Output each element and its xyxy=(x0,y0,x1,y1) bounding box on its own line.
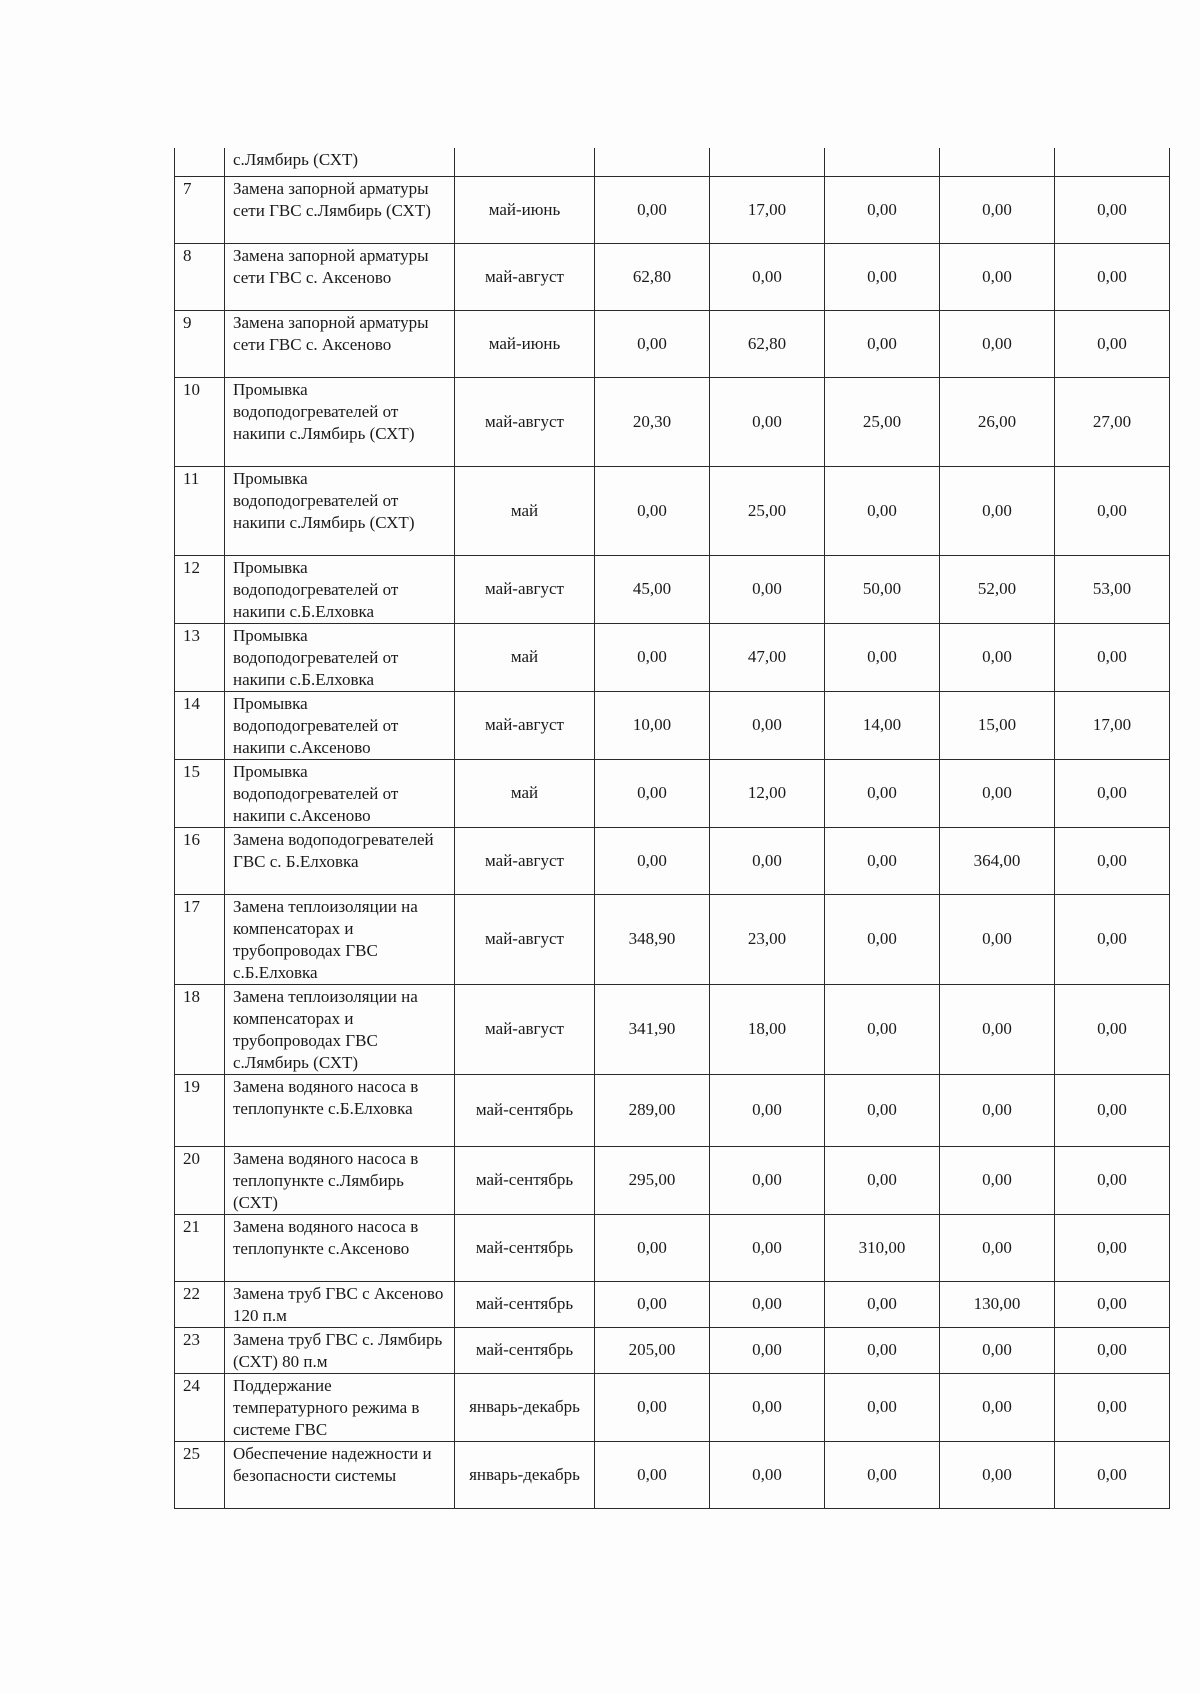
cell-value-5: 0,00 xyxy=(1055,310,1170,377)
cell-value-4: 0,00 xyxy=(940,1441,1055,1508)
cell-name: Промывка водоподогревателей от накипи с.Б.Елховка xyxy=(225,623,455,691)
cell-value-2: 0,00 xyxy=(710,243,825,310)
cell-value-1: 0,00 xyxy=(595,310,710,377)
cell-value-5: 0,00 xyxy=(1055,176,1170,243)
cell-value-3: 0,00 xyxy=(825,1327,940,1373)
cell-value-1: 0,00 xyxy=(595,759,710,827)
cell-value-2: 0,00 xyxy=(710,1214,825,1281)
table-row xyxy=(175,1281,1170,1327)
cell-value-4: 130,00 xyxy=(940,1281,1055,1327)
table-row xyxy=(175,691,1170,759)
cell-value-5: 17,00 xyxy=(1055,691,1170,759)
cell-num: 23 xyxy=(175,1327,225,1373)
cell-value-1: 0,00 xyxy=(595,623,710,691)
cell-value-1: 62,80 xyxy=(595,243,710,310)
cell-period: май-август xyxy=(455,894,595,984)
cell-name: Замена водяного насоса в теплопункте с.Аксеново xyxy=(225,1214,455,1281)
cell-period: май-сентябрь xyxy=(455,1146,595,1214)
cell-name: Обеспечение надежности и безопасности системы xyxy=(225,1441,455,1508)
cell-value-4: 0,00 xyxy=(940,894,1055,984)
cell-value-4: 0,00 xyxy=(940,984,1055,1074)
cell-name: Замена водяного насоса в теплопункте с.Лямбирь (СХТ) xyxy=(225,1146,455,1214)
cell-value-2 xyxy=(710,148,825,176)
cell-value-1: 0,00 xyxy=(595,1441,710,1508)
cell-name: Замена теплоизоляции на компенсаторах и трубопроводах ГВС с.Лямбирь (СХТ) xyxy=(225,984,455,1074)
cell-name: Поддержание температурного режима в системе ГВС xyxy=(225,1373,455,1441)
cell-value-2: 0,00 xyxy=(710,1373,825,1441)
cell-value-2: 0,00 xyxy=(710,1441,825,1508)
cell-num: 22 xyxy=(175,1281,225,1327)
cell-name: Промывка водоподогревателей от накипи с.Лямбирь (СХТ) xyxy=(225,377,455,466)
cell-value-4: 52,00 xyxy=(940,555,1055,623)
cell-name: Замена запорной арматуры сети ГВС с. Аксеново xyxy=(225,310,455,377)
cell-name: Замена труб ГВС с. Лямбирь (СХТ) 80 п.м xyxy=(225,1327,455,1373)
cell-value-5: 27,00 xyxy=(1055,377,1170,466)
cell-value-3: 0,00 xyxy=(825,176,940,243)
cell-value-3: 50,00 xyxy=(825,555,940,623)
cell-value-3: 0,00 xyxy=(825,894,940,984)
cell-period: май-август xyxy=(455,827,595,894)
table-row xyxy=(175,894,1170,984)
cell-value-5: 0,00 xyxy=(1055,466,1170,555)
table-row xyxy=(175,377,1170,466)
cell-name: Промывка водоподогревателей от накипи с.Аксеново xyxy=(225,691,455,759)
cell-value-1: 0,00 xyxy=(595,466,710,555)
cell-num: 12 xyxy=(175,555,225,623)
cell-value-3: 14,00 xyxy=(825,691,940,759)
cell-value-4 xyxy=(940,148,1055,176)
cell-num: 11 xyxy=(175,466,225,555)
cell-num xyxy=(175,148,225,176)
table-row xyxy=(175,1327,1170,1373)
cell-name: Замена теплоизоляции на компенсаторах и трубопроводах ГВС с.Б.Елховка xyxy=(225,894,455,984)
cell-value-3: 0,00 xyxy=(825,984,940,1074)
cell-num: 17 xyxy=(175,894,225,984)
table-row xyxy=(175,310,1170,377)
cell-value-3: 0,00 xyxy=(825,466,940,555)
cell-value-1: 0,00 xyxy=(595,827,710,894)
cell-num: 20 xyxy=(175,1146,225,1214)
cell-value-5 xyxy=(1055,148,1170,176)
cell-value-5: 0,00 xyxy=(1055,1146,1170,1214)
cell-value-4: 0,00 xyxy=(940,466,1055,555)
cell-num: 9 xyxy=(175,310,225,377)
cell-value-2: 0,00 xyxy=(710,555,825,623)
cell-num: 16 xyxy=(175,827,225,894)
cell-period: май-сентябрь xyxy=(455,1327,595,1373)
table-row xyxy=(175,827,1170,894)
cell-value-4: 0,00 xyxy=(940,1214,1055,1281)
cell-value-3: 310,00 xyxy=(825,1214,940,1281)
table-row xyxy=(175,243,1170,310)
cell-num: 13 xyxy=(175,623,225,691)
cell-value-5: 0,00 xyxy=(1055,1214,1170,1281)
cell-value-1: 20,30 xyxy=(595,377,710,466)
cell-num: 15 xyxy=(175,759,225,827)
table-row-continuation xyxy=(175,148,1170,176)
cell-period: май-август xyxy=(455,377,595,466)
table-row xyxy=(175,466,1170,555)
cell-value-5: 0,00 xyxy=(1055,1441,1170,1508)
cell-value-2: 25,00 xyxy=(710,466,825,555)
cell-num: 24 xyxy=(175,1373,225,1441)
cell-num: 8 xyxy=(175,243,225,310)
cell-num: 10 xyxy=(175,377,225,466)
cell-name: Промывка водоподогревателей от накипи с.Б.Елховка xyxy=(225,555,455,623)
cell-name: с.Лямбирь (СХТ) xyxy=(225,148,455,176)
cell-value-4: 15,00 xyxy=(940,691,1055,759)
cell-value-2: 0,00 xyxy=(710,1146,825,1214)
cell-value-5: 0,00 xyxy=(1055,1074,1170,1146)
cell-period: май-июнь xyxy=(455,176,595,243)
table-row xyxy=(175,555,1170,623)
cell-value-4: 0,00 xyxy=(940,1327,1055,1373)
cell-value-4: 364,00 xyxy=(940,827,1055,894)
cell-value-5: 0,00 xyxy=(1055,894,1170,984)
cell-period: май-август xyxy=(455,243,595,310)
table-row xyxy=(175,1214,1170,1281)
cell-name: Замена запорной арматуры сети ГВС с.Лямбирь (СХТ) xyxy=(225,176,455,243)
cell-value-1: 205,00 xyxy=(595,1327,710,1373)
cell-value-1 xyxy=(595,148,710,176)
cell-period: май-август xyxy=(455,691,595,759)
cell-value-5: 53,00 xyxy=(1055,555,1170,623)
cell-value-5: 0,00 xyxy=(1055,827,1170,894)
cell-value-3: 0,00 xyxy=(825,759,940,827)
cell-value-3 xyxy=(825,148,940,176)
cell-value-3: 0,00 xyxy=(825,623,940,691)
cell-value-4: 26,00 xyxy=(940,377,1055,466)
cell-value-2: 12,00 xyxy=(710,759,825,827)
cell-num: 25 xyxy=(175,1441,225,1508)
cell-value-1: 45,00 xyxy=(595,555,710,623)
cell-value-4: 0,00 xyxy=(940,243,1055,310)
table-row xyxy=(175,984,1170,1074)
cell-value-3: 0,00 xyxy=(825,1146,940,1214)
cell-value-1: 0,00 xyxy=(595,1214,710,1281)
table-row xyxy=(175,1074,1170,1146)
cell-value-2: 0,00 xyxy=(710,1074,825,1146)
cell-value-1: 0,00 xyxy=(595,176,710,243)
cell-num: 7 xyxy=(175,176,225,243)
cell-value-2: 0,00 xyxy=(710,827,825,894)
cell-value-1: 10,00 xyxy=(595,691,710,759)
cell-value-4: 0,00 xyxy=(940,310,1055,377)
cell-value-3: 0,00 xyxy=(825,1441,940,1508)
works-table xyxy=(174,148,1170,1509)
cell-value-5: 0,00 xyxy=(1055,1373,1170,1441)
cell-period: январь-декабрь xyxy=(455,1373,595,1441)
cell-value-2: 17,00 xyxy=(710,176,825,243)
cell-value-1: 0,00 xyxy=(595,1373,710,1441)
cell-value-1: 289,00 xyxy=(595,1074,710,1146)
cell-period: май-июнь xyxy=(455,310,595,377)
cell-num: 18 xyxy=(175,984,225,1074)
cell-period: январь-декабрь xyxy=(455,1441,595,1508)
table-row xyxy=(175,759,1170,827)
cell-period: май-сентябрь xyxy=(455,1281,595,1327)
cell-name: Замена водяного насоса в теплопункте с.Б.Елховка xyxy=(225,1074,455,1146)
cell-period: май-август xyxy=(455,555,595,623)
cell-value-3: 25,00 xyxy=(825,377,940,466)
cell-period: май-август xyxy=(455,984,595,1074)
cell-num: 19 xyxy=(175,1074,225,1146)
cell-value-3: 0,00 xyxy=(825,243,940,310)
cell-period: май-сентябрь xyxy=(455,1214,595,1281)
cell-value-5: 0,00 xyxy=(1055,984,1170,1074)
cell-value-2: 18,00 xyxy=(710,984,825,1074)
cell-period: май xyxy=(455,466,595,555)
cell-value-4: 0,00 xyxy=(940,759,1055,827)
table-row xyxy=(175,623,1170,691)
cell-value-3: 0,00 xyxy=(825,1074,940,1146)
cell-value-2: 62,80 xyxy=(710,310,825,377)
cell-value-1: 295,00 xyxy=(595,1146,710,1214)
cell-value-4: 0,00 xyxy=(940,1146,1055,1214)
cell-value-3: 0,00 xyxy=(825,310,940,377)
cell-value-1: 341,90 xyxy=(595,984,710,1074)
cell-value-3: 0,00 xyxy=(825,827,940,894)
cell-period: май-сентябрь xyxy=(455,1074,595,1146)
cell-period: май xyxy=(455,623,595,691)
cell-value-5: 0,00 xyxy=(1055,1281,1170,1327)
table-row xyxy=(175,1441,1170,1508)
cell-name: Замена водоподогревателей ГВС с. Б.Елховка xyxy=(225,827,455,894)
table-body xyxy=(175,148,1170,1508)
cell-name: Промывка водоподогревателей от накипи с.Лямбирь (СХТ) xyxy=(225,466,455,555)
cell-value-4: 0,00 xyxy=(940,1074,1055,1146)
cell-name: Замена запорной арматуры сети ГВС с. Аксеново xyxy=(225,243,455,310)
cell-value-4: 0,00 xyxy=(940,623,1055,691)
cell-value-2: 0,00 xyxy=(710,1327,825,1373)
cell-value-2: 0,00 xyxy=(710,1281,825,1327)
cell-name: Замена труб ГВС с Аксеново 120 п.м xyxy=(225,1281,455,1327)
cell-value-2: 47,00 xyxy=(710,623,825,691)
cell-value-5: 0,00 xyxy=(1055,623,1170,691)
cell-value-1: 348,90 xyxy=(595,894,710,984)
table-row xyxy=(175,176,1170,243)
cell-value-5: 0,00 xyxy=(1055,759,1170,827)
cell-name: Промывка водоподогревателей от накипи с.Аксеново xyxy=(225,759,455,827)
cell-num: 21 xyxy=(175,1214,225,1281)
cell-value-2: 0,00 xyxy=(710,377,825,466)
cell-value-5: 0,00 xyxy=(1055,1327,1170,1373)
cell-num: 14 xyxy=(175,691,225,759)
cell-value-5: 0,00 xyxy=(1055,243,1170,310)
table-row xyxy=(175,1373,1170,1441)
cell-value-3: 0,00 xyxy=(825,1373,940,1441)
cell-value-1: 0,00 xyxy=(595,1281,710,1327)
cell-period xyxy=(455,148,595,176)
cell-value-2: 23,00 xyxy=(710,894,825,984)
cell-value-3: 0,00 xyxy=(825,1281,940,1327)
table-row xyxy=(175,1146,1170,1214)
cell-value-2: 0,00 xyxy=(710,691,825,759)
cell-value-4: 0,00 xyxy=(940,176,1055,243)
cell-period: май xyxy=(455,759,595,827)
cell-value-4: 0,00 xyxy=(940,1373,1055,1441)
